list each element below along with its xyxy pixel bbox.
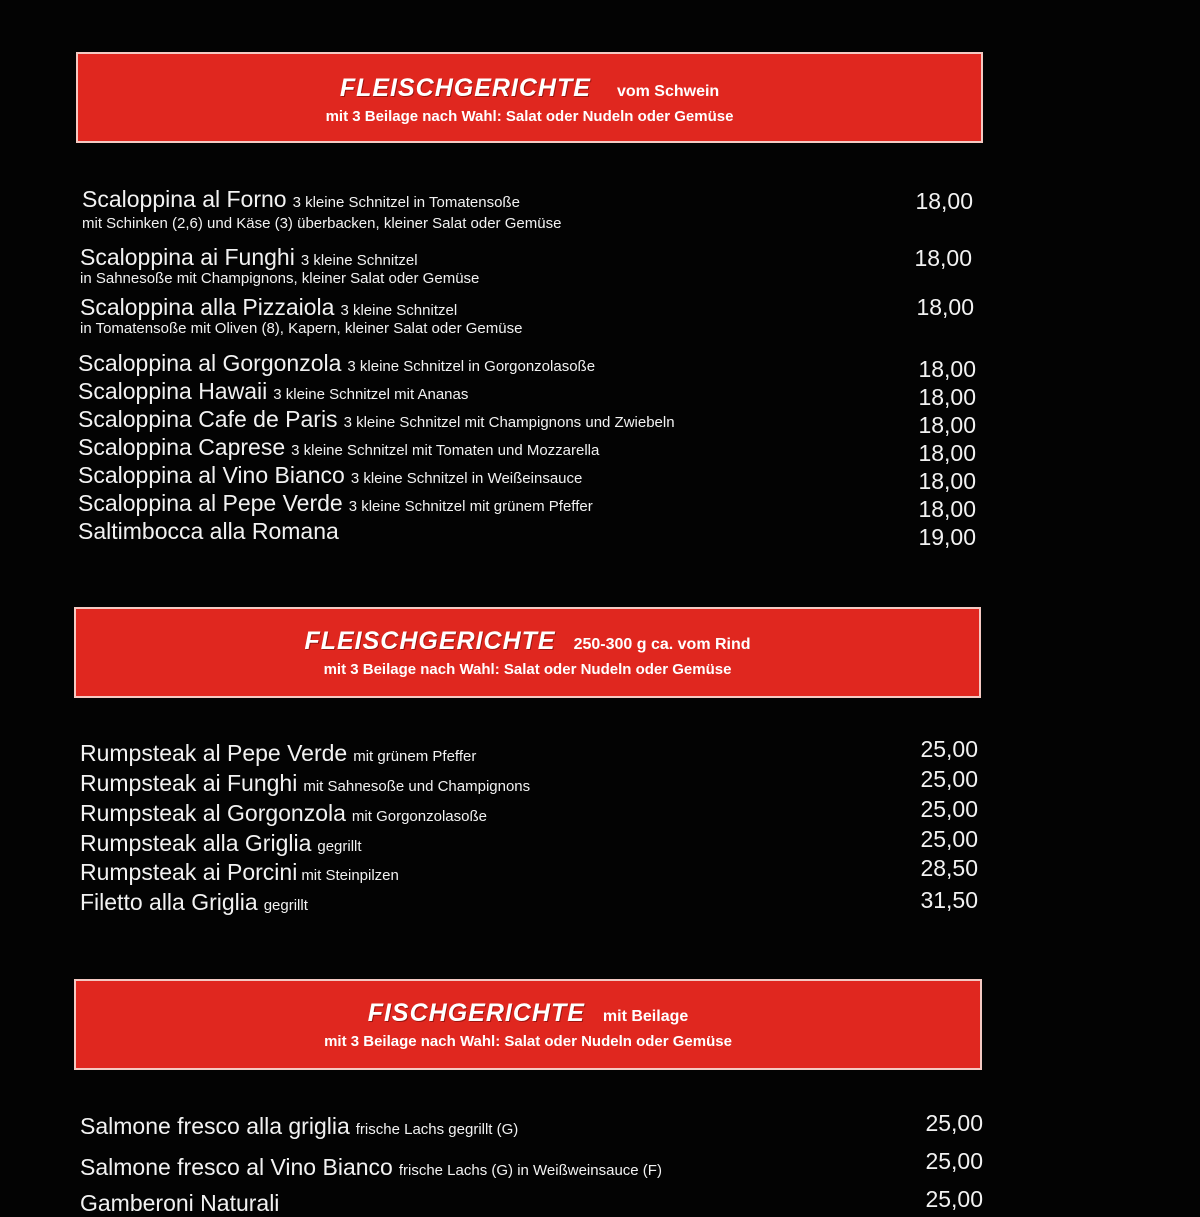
dish-name: Rumpsteak al Gorgonzola bbox=[80, 800, 346, 826]
banner-title: FLEISCHGERICHTE bbox=[339, 74, 591, 102]
dish-description-line2: in Sahnesoße mit Champignons, kleiner Salat oder Gemüse bbox=[80, 270, 480, 287]
dish-description: 3 kleine Schnitzel in Gorgonzolasoße bbox=[347, 358, 596, 375]
banner-subtitle: vom Schwein bbox=[616, 83, 720, 100]
menu-item bbox=[82, 186, 561, 232]
dish-price: 18,00 bbox=[918, 384, 976, 410]
dish-name: Scaloppina al Vino Bianco bbox=[78, 462, 345, 488]
dish-description: 3 kleine Schnitzel in Tomatensoße bbox=[292, 194, 520, 211]
dish-description: gegrillt bbox=[317, 838, 362, 855]
dish-name: Scaloppina al Pepe Verde bbox=[78, 490, 343, 516]
banner-note: mit 3 Beilage nach Wahl: Salat oder Nudeln oder Gemüse bbox=[325, 108, 734, 125]
dish-price: 18,00 bbox=[918, 496, 976, 522]
dish-price: 25,00 bbox=[920, 796, 978, 822]
menu-item bbox=[80, 740, 476, 767]
dish-description-line2: in Tomatensoße mit Oliven (8), Kapern, kleiner Salat oder Gemüse bbox=[80, 320, 523, 337]
section-banner-rind bbox=[74, 607, 981, 698]
dish-description: mit Gorgonzolasoße bbox=[351, 808, 487, 825]
dish-description: frische Lachs (G) in Weißweinsauce (F) bbox=[398, 1162, 662, 1179]
dish-description-line2: mit Schinken (2,6) und Käse (3) überbacken, kleiner Salat oder Gemüse bbox=[82, 215, 562, 232]
dish-price: 19,00 bbox=[918, 524, 976, 550]
menu-item bbox=[80, 244, 479, 287]
dish-price: 18,00 bbox=[918, 440, 976, 466]
dish-name: Scaloppina al Forno bbox=[82, 186, 287, 212]
menu-item bbox=[78, 518, 339, 545]
dish-description: 3 kleine Schnitzel bbox=[340, 302, 458, 319]
dish-price: 25,00 bbox=[920, 766, 978, 792]
menu-item bbox=[80, 770, 530, 797]
section-banner-schwein bbox=[76, 52, 983, 143]
banner-subtitle: mit Beilage bbox=[602, 1008, 689, 1025]
dish-name: Rumpsteak ai Funghi bbox=[80, 770, 298, 796]
dish-description: 3 kleine Schnitzel in Weißeinsauce bbox=[350, 470, 583, 487]
dish-description: 3 kleine Schnitzel mit Champignons und Zwiebeln bbox=[343, 414, 675, 431]
dish-price: 18,00 bbox=[914, 245, 972, 271]
menu-item bbox=[78, 434, 599, 461]
menu-item bbox=[80, 1113, 518, 1140]
banner-heading bbox=[76, 627, 979, 656]
menu-item bbox=[78, 406, 675, 433]
banner-heading bbox=[76, 999, 980, 1028]
banner-note: mit 3 Beilage nach Wahl: Salat oder Nudeln oder Gemüse bbox=[324, 1033, 732, 1050]
dish-name: Rumpsteak al Pepe Verde bbox=[80, 740, 348, 766]
dish-price: 18,00 bbox=[918, 468, 976, 494]
dish-name: Salmone fresco al Vino Bianco bbox=[80, 1154, 393, 1180]
dish-description: frische Lachs gegrillt (G) bbox=[355, 1121, 519, 1138]
banner-title: FLEISCHGERICHTE bbox=[304, 627, 556, 655]
section-banner-fisch bbox=[74, 979, 982, 1070]
banner-note: mit 3 Beilage nach Wahl: Salat oder Nudeln oder Gemüse bbox=[323, 661, 732, 678]
menu-item bbox=[78, 462, 582, 489]
menu-item bbox=[80, 294, 522, 337]
dish-price: 18,00 bbox=[915, 188, 973, 214]
menu-item bbox=[78, 490, 593, 517]
dish-name: Scaloppina Cafe de Paris bbox=[78, 406, 338, 432]
dish-name: Gamberoni Naturali bbox=[80, 1190, 280, 1216]
dish-price: 25,00 bbox=[925, 1110, 983, 1136]
menu-item bbox=[80, 1154, 662, 1181]
menu-item bbox=[80, 889, 308, 916]
dish-name: Filetto alla Griglia bbox=[80, 889, 258, 915]
dish-description: 3 kleine Schnitzel mit Tomaten und Mozzarella bbox=[291, 442, 600, 459]
dish-price: 18,00 bbox=[916, 294, 974, 320]
dish-price: 25,00 bbox=[925, 1148, 983, 1174]
dish-name: Scaloppina Caprese bbox=[78, 434, 286, 460]
dish-price: 18,00 bbox=[918, 412, 976, 438]
dish-price: 18,00 bbox=[918, 356, 976, 382]
dish-price: 25,00 bbox=[920, 736, 978, 762]
dish-price: 28,50 bbox=[920, 855, 978, 881]
dish-name: Scaloppina ai Funghi bbox=[80, 244, 295, 270]
banner-subtitle: 250-300 g ca. vom Rind bbox=[573, 636, 751, 653]
menu-item bbox=[78, 378, 468, 405]
menu-item bbox=[80, 1190, 279, 1217]
menu-item bbox=[78, 350, 595, 377]
dish-name: Scaloppina Hawaii bbox=[78, 378, 268, 404]
menu-item bbox=[80, 830, 362, 857]
dish-name: Salmone fresco alla griglia bbox=[80, 1113, 350, 1139]
dish-name: Rumpsteak alla Griglia bbox=[80, 830, 312, 856]
dish-description: mit Sahnesoße und Champignons bbox=[303, 778, 531, 795]
dish-price: 25,00 bbox=[925, 1186, 983, 1212]
banner-heading bbox=[78, 74, 981, 103]
dish-description: 3 kleine Schnitzel bbox=[300, 252, 418, 269]
dish-name: Scaloppina alla Pizzaiola bbox=[80, 294, 335, 320]
dish-price: 25,00 bbox=[920, 826, 978, 852]
dish-name: Saltimbocca alla Romana bbox=[78, 518, 339, 544]
menu-item bbox=[80, 859, 399, 886]
dish-description: gegrillt bbox=[263, 897, 308, 914]
dish-name: Rumpsteak ai Porcini bbox=[80, 859, 298, 885]
dish-description: mit Steinpilzen bbox=[301, 867, 399, 884]
dish-price: 31,50 bbox=[920, 887, 978, 913]
dish-description: mit grünem Pfeffer bbox=[353, 748, 477, 765]
dish-description: 3 kleine Schnitzel mit grünem Pfeffer bbox=[348, 498, 593, 515]
dish-name: Scaloppina al Gorgonzola bbox=[78, 350, 342, 376]
banner-title: FISCHGERICHTE bbox=[367, 999, 585, 1027]
menu-item bbox=[80, 800, 487, 827]
dish-description: 3 kleine Schnitzel mit Ananas bbox=[273, 386, 469, 403]
